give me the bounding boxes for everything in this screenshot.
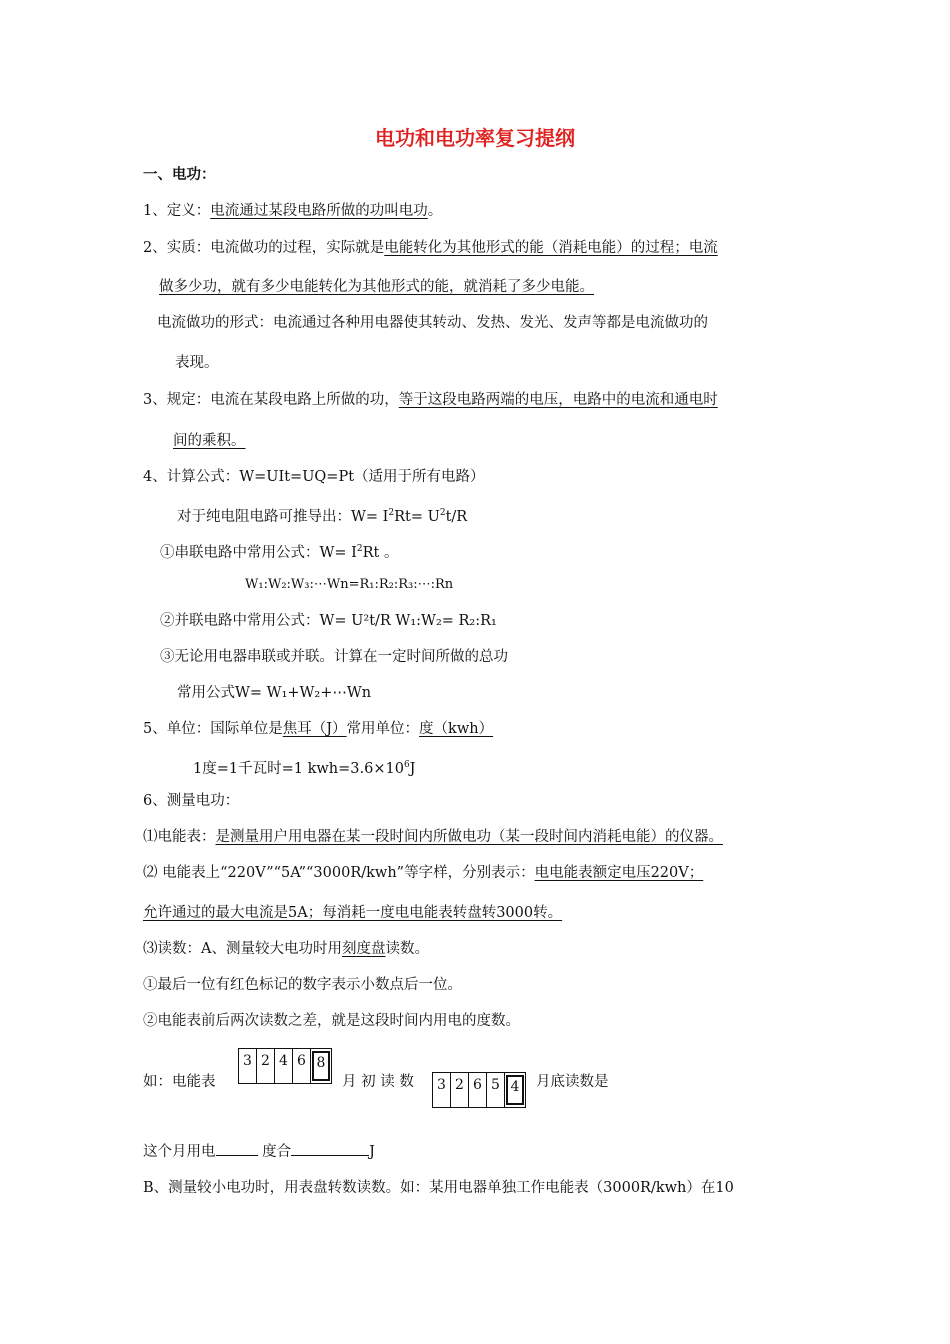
meter-digit: 3	[433, 1073, 451, 1107]
formula-line: 4、计算公式：W=UIt=UQ=Pt（适用于所有电路）	[143, 469, 485, 485]
work-forms-line-1: 电流做功的形式：电流通过各种用电器使其转动、发热、发光、发声等都是电流做功的	[157, 315, 708, 331]
meter-ratings-line-1: ⑵ 电能表上“220V”“5A”“3000R/kwh”等字样，分别表示：电电能表额定电压220V；	[143, 865, 704, 881]
meter-digit-decimal: 8	[312, 1051, 330, 1081]
meter-digit-decimal: 4	[506, 1075, 524, 1105]
series-ratio: W₁:W₂:W₃:⋯Wn=R₁:R₂:R₃:⋯:Rn	[245, 577, 454, 592]
meter-ratings-line-2: 允许通过的最大电流是5A；每消耗一度电电能表转盘转3000转。	[143, 905, 563, 921]
meter-definition: ⑴电能表：是测量用户用电器在某一段时间内所做电功（某一段时间内消耗电能）的仪器。	[143, 829, 723, 845]
meter-digit: 5	[487, 1073, 505, 1107]
example-start-label: 月 初 读 数	[342, 1074, 414, 1090]
answer-blank	[216, 1141, 258, 1156]
rule-line-1: 3、规定：电流在某段电路上所做的功，等于这段电路两端的电压，电路中的电流和通电时	[143, 392, 718, 408]
reading-note-2: ②电能表前后两次读数之差，就是这段时间内用电的度数。	[143, 1013, 520, 1029]
page-title: 电功和电功率复习提纲	[375, 126, 575, 150]
reading-note-1: ①最后一位有红色标记的数字表示小数点后一位。	[143, 977, 462, 993]
meter-reading-start	[238, 1048, 332, 1084]
essence-line-1: 2、实质：电流做功的过程，实际就是电能转化为其他形式的能（消耗电能）的过程；电流	[143, 240, 718, 256]
section-heading: 一、电功：	[143, 167, 216, 183]
reading-line: ⑶读数：A、测量较大电功时用刻度盘读数。	[143, 941, 429, 957]
units-line: 5、单位：国际单位是焦耳（J）常用单位：度（kwh）	[143, 721, 494, 737]
meter-reading-end	[432, 1072, 526, 1108]
meter-digit: 3	[239, 1049, 257, 1083]
example-end-label: 月底读数是	[536, 1074, 609, 1090]
parallel-formula: ②并联电路中常用公式：W= U²t/R W₁:W₂= R₂:R₁	[160, 613, 497, 629]
example-prefix: 如：电能表	[143, 1074, 216, 1090]
total-work-line: ③无论用电器串联或并联。计算在一定时间所做的总功	[160, 649, 508, 665]
meter-digit: 4	[275, 1049, 293, 1083]
meter-digit: 6	[293, 1049, 311, 1083]
essence-line-2: 做多少功，就有多少电能转化为其他形式的能，就消耗了多少电能。	[159, 279, 594, 295]
measurement-heading: 6、测量电功：	[143, 793, 240, 809]
meter-digit: 2	[257, 1049, 275, 1083]
pure-resistance-formula: 对于纯电阻电路可推导出：$W= I^2Rt= U^2t/R$	[177, 508, 468, 525]
small-work-line: B、测量较小电功时，用表盘转数读数。如：某用电器单独工作电能表（3000R/kwh）在10	[143, 1180, 734, 1196]
answer-blank	[291, 1141, 369, 1156]
rule-line-2: 间的乘积。	[173, 433, 246, 449]
meter-digit: 2	[451, 1073, 469, 1107]
meter-digit: 6	[469, 1073, 487, 1107]
work-forms-line-2: 表现。	[175, 355, 219, 371]
exercise-line: 这个月用电 度合 J	[143, 1141, 375, 1162]
unit-conversion: 1度=1千瓦时=1 $kwh=3.6\times 10^6J$	[193, 760, 416, 777]
series-formula: ①串联电路中常用公式：$W= I^2Rt$ 。	[160, 544, 399, 561]
definition-line: 1、定义：电流通过某段电路所做的功叫电功。	[143, 203, 443, 219]
total-work-formula: 常用公式W= W₁+W₂+⋯Wn	[177, 685, 372, 701]
